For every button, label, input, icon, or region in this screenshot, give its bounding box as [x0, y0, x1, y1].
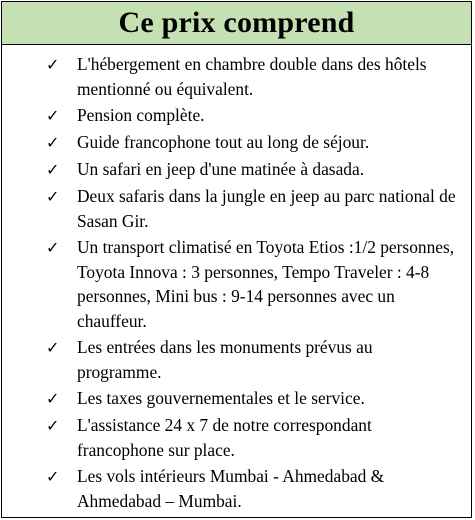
- checkmark-icon: ✓: [46, 467, 60, 486]
- inclusions-box: [1, 1, 472, 518]
- checkmark-icon: ✓: [46, 389, 60, 408]
- checkmark-icon: ✓: [46, 238, 60, 257]
- checkmark-icon: ✓: [46, 160, 60, 179]
- box-title: Ce prix comprend: [118, 6, 355, 39]
- list-item-text: Les entrées dans les monuments prévus au programme.: [77, 337, 373, 382]
- checkmark-icon: ✓: [46, 416, 60, 435]
- list-item-text: Guide francophone tout au long de séjour.: [77, 132, 370, 152]
- list-item-text: Un safari en jeep d'une matinée à dasada.: [77, 159, 365, 179]
- list-item: [2, 52, 471, 101]
- list-item: [2, 464, 471, 513]
- title-banner: [2, 2, 471, 45]
- inclusions-list: [2, 45, 471, 513]
- list-item: [2, 130, 471, 155]
- checkmark-icon: ✓: [46, 338, 60, 357]
- checkmark-icon: ✓: [46, 106, 60, 125]
- list-item: [2, 157, 471, 182]
- list-item-text: Deux safaris dans la jungle en jeep au parc national de Sasan Gir.: [77, 186, 456, 231]
- list-item: [2, 413, 471, 462]
- list-item: [2, 386, 471, 411]
- list-item-text: Les vols intérieurs Mumbai - Ahmedabad & Ahmedabad – Mumbai.: [77, 466, 385, 511]
- checkmark-icon: ✓: [46, 187, 60, 206]
- checkmark-icon: ✓: [46, 55, 60, 74]
- list-item: [2, 235, 471, 333]
- list-item-text: L'hébergement en chambre double dans des hôtels mentionné ou équivalent.: [77, 54, 427, 99]
- checkmark-icon: ✓: [46, 133, 60, 152]
- list-item: [2, 335, 471, 384]
- list-item-text: L'assistance 24 x 7 de notre correspondant francophone sur place.: [77, 415, 372, 460]
- list-item-text: Un transport climatisé en Toyota Etios :1/2 personnes, Toyota Innova : 3 personnes, Tempo Traveler : 4-8 personnes, Mini bus : 9-14 personnes avec un chauffeur.: [77, 237, 455, 331]
- list-item-text: Pension complète.: [77, 105, 205, 125]
- list-item-text: Les taxes gouvernementales et le service.: [77, 388, 365, 408]
- list-item: [2, 103, 471, 128]
- list-item: [2, 184, 471, 233]
